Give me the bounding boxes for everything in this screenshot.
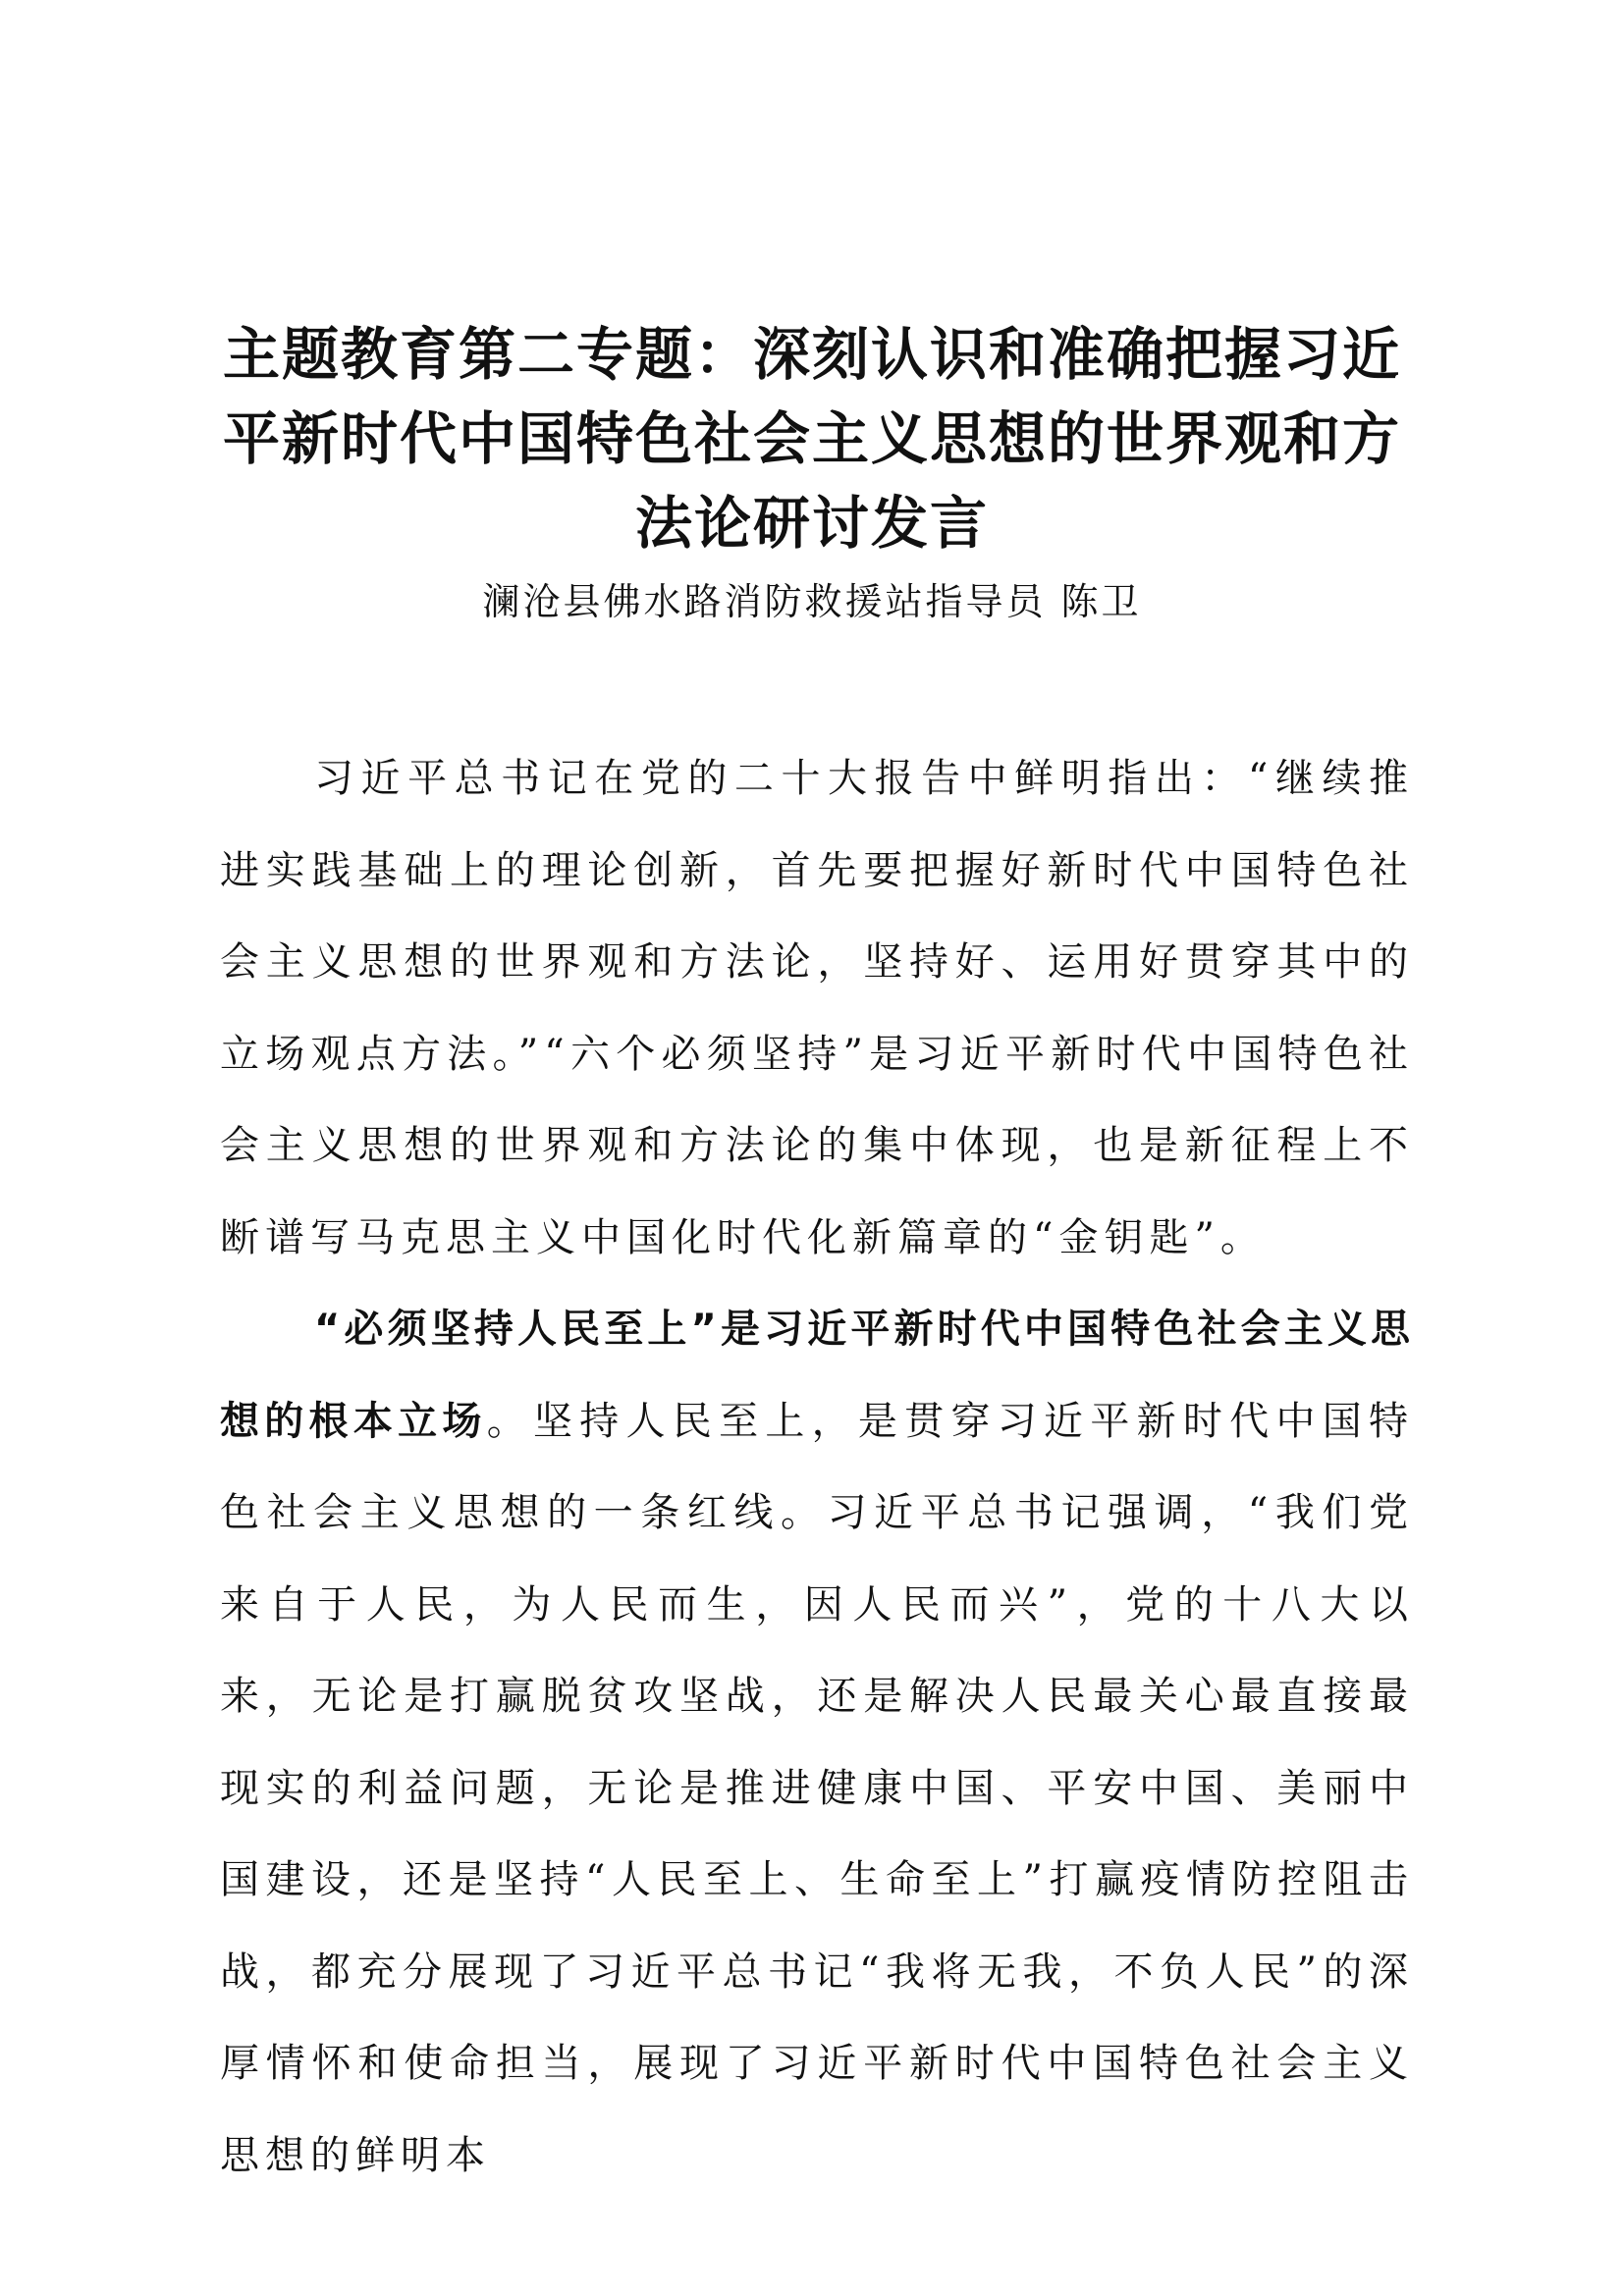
paragraph-lead-heading: “必须坚持人民至上”是习近平新时代中国特色社会主义思想的根本立场 — [220, 1307, 1414, 1444]
document-body — [220, 733, 1414, 2202]
paragraph: 习近平总书记在党的二十大报告中鲜明指出：“继续推进实践基础上的理论创新，首先要把握好新时代中国特色社会主义思想的世界观和方法论，坚持好、运用好贯穿其中的立场观点方法。”“六个必须坚持”是习近平新时代中国特色社会主义思想的世界观和方法论的集中体现，也是新征程上不断谱写马克思主义中国化时代化新篇章的“金钥匙”。 — [220, 756, 1414, 1260]
title-line: 平新时代中国特色社会主义思想的世界观和方 — [222, 405, 1401, 472]
title-line: 法论研讨发言 — [634, 490, 989, 557]
title-line: 主题教育第二专题：深刻认识和准确把握习近 — [222, 321, 1401, 388]
author-line: 澜沧县佛水路消防救援站指导员 陈卫 — [482, 580, 1142, 623]
paragraph-text: 。坚持人民至上，是贯穿习近平新时代中国特色社会主义思想的一条红线。习近平总书记强调，“我们党来自于人民，为人民而生，因人民而兴”，党的十八大以来，无论是打赢脱贫攻坚战，还是解决人民最关心最直接最现实的利益问题，无论是推进健康中国、平安中国、美丽中国建设，还是坚持“人民至上、生命至上”打赢疫情防控阻击战，都充分展现了习近平总书记“我将无我，不负人民”的深厚情怀和使命担当，展现了习近平新时代中国特色社会主义思想的鲜明本 — [220, 1398, 1415, 2178]
paragraph — [220, 1284, 1414, 2202]
document-title — [196, 312, 1428, 565]
